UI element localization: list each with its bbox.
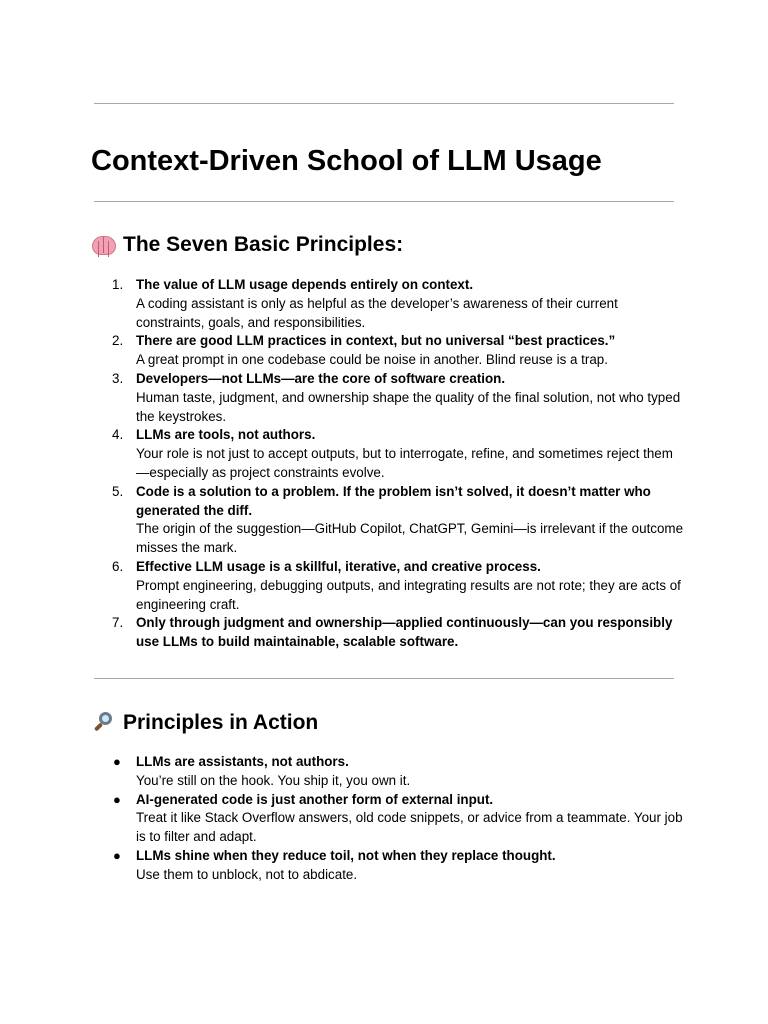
- principle-title: Only through judgment and ownership—applied continuously—can you responsibly use LLMs to build maintainable, scalable software.: [136, 615, 673, 650]
- list-item: [112, 332, 686, 370]
- principle-body: Human taste, judgment, and ownership shape the quality of the final solution, not who typed the keystrokes.: [136, 389, 681, 424]
- list-item: [112, 558, 686, 614]
- action-body: Use them to unblock, not to abdicate.: [136, 866, 358, 882]
- magnifying-glass-icon: [91, 710, 117, 736]
- list-number: 3.: [112, 370, 124, 386]
- section-heading-text: Principles in Action: [123, 711, 319, 734]
- principle-title: Effective LLM usage is a skillful, iterative, and creative process.: [136, 558, 541, 574]
- list-item: [113, 847, 686, 885]
- principle-title: The value of LLM usage depends entirely on context.: [136, 277, 474, 292]
- list-number: 1.: [112, 277, 124, 292]
- list-number: 6.: [112, 558, 124, 574]
- list-number: 4.: [112, 427, 124, 443]
- list-item: [112, 483, 686, 558]
- action-list: [113, 753, 686, 885]
- principles-list: [112, 276, 686, 652]
- title-divider: [94, 201, 674, 202]
- action-title: AI-generated code is just another form of external input.: [136, 791, 494, 807]
- action-title: LLMs are assistants, not authors.: [136, 754, 349, 769]
- list-number: 7.: [112, 615, 124, 631]
- section-heading-principles: [91, 231, 403, 259]
- list-item: [113, 791, 686, 847]
- list-item: [112, 276, 686, 332]
- list-number: 2.: [112, 333, 124, 349]
- principle-title: There are good LLM practices in context, but no universal “best practices.”: [136, 333, 616, 349]
- list-number: 5.: [112, 483, 124, 499]
- bullet: ●: [113, 847, 121, 863]
- principle-body: Your role is not just to accept outputs, but to interrogate, refine, and sometimes reject them—especially as project constraints evolve.: [136, 446, 673, 480]
- action-body: Treat it like Stack Overflow answers, old code snippets, or advice from a teammate. Your job is to filter and adapt.: [136, 810, 683, 845]
- list-item: [112, 426, 686, 482]
- page-title: Context-Driven School of LLM Usage: [91, 145, 602, 177]
- list-item: [113, 753, 686, 791]
- section-heading-in-action: [91, 709, 318, 737]
- principle-body: A great prompt in one codebase could be noise in another. Blind reuse is a trap.: [136, 352, 608, 368]
- principle-title: LLMs are tools, not authors.: [136, 427, 316, 443]
- action-body: You’re still on the hook. You ship it, you own it.: [136, 772, 411, 788]
- principle-body: Prompt engineering, debugging outputs, and integrating results are not rote; they are acts of engineering craft.: [136, 577, 681, 612]
- principle-body: The origin of the suggestion—GitHub Copilot, ChatGPT, Gemini—is irrelevant if the outcome misses the mark.: [136, 521, 684, 556]
- section-heading-text: The Seven Basic Principles:: [123, 233, 404, 256]
- principle-title: Code is a solution to a problem. If the problem isn’t solved, it doesn’t matter who generated the diff.: [136, 483, 651, 518]
- list-item: [112, 614, 686, 652]
- principle-title: Developers—not LLMs—are the core of software creation.: [136, 370, 506, 386]
- action-title: LLMs shine when they reduce toil, not when they replace thought.: [136, 847, 556, 863]
- brain-icon: [91, 232, 117, 258]
- list-item: [112, 370, 686, 426]
- top-divider: [94, 103, 674, 104]
- principle-body: A coding assistant is only as helpful as the developer’s awareness of their current constraints, goals, and responsibilities.: [136, 295, 618, 330]
- bullet: ●: [113, 754, 121, 769]
- bullet: ●: [113, 791, 121, 807]
- section-divider: [94, 678, 674, 679]
